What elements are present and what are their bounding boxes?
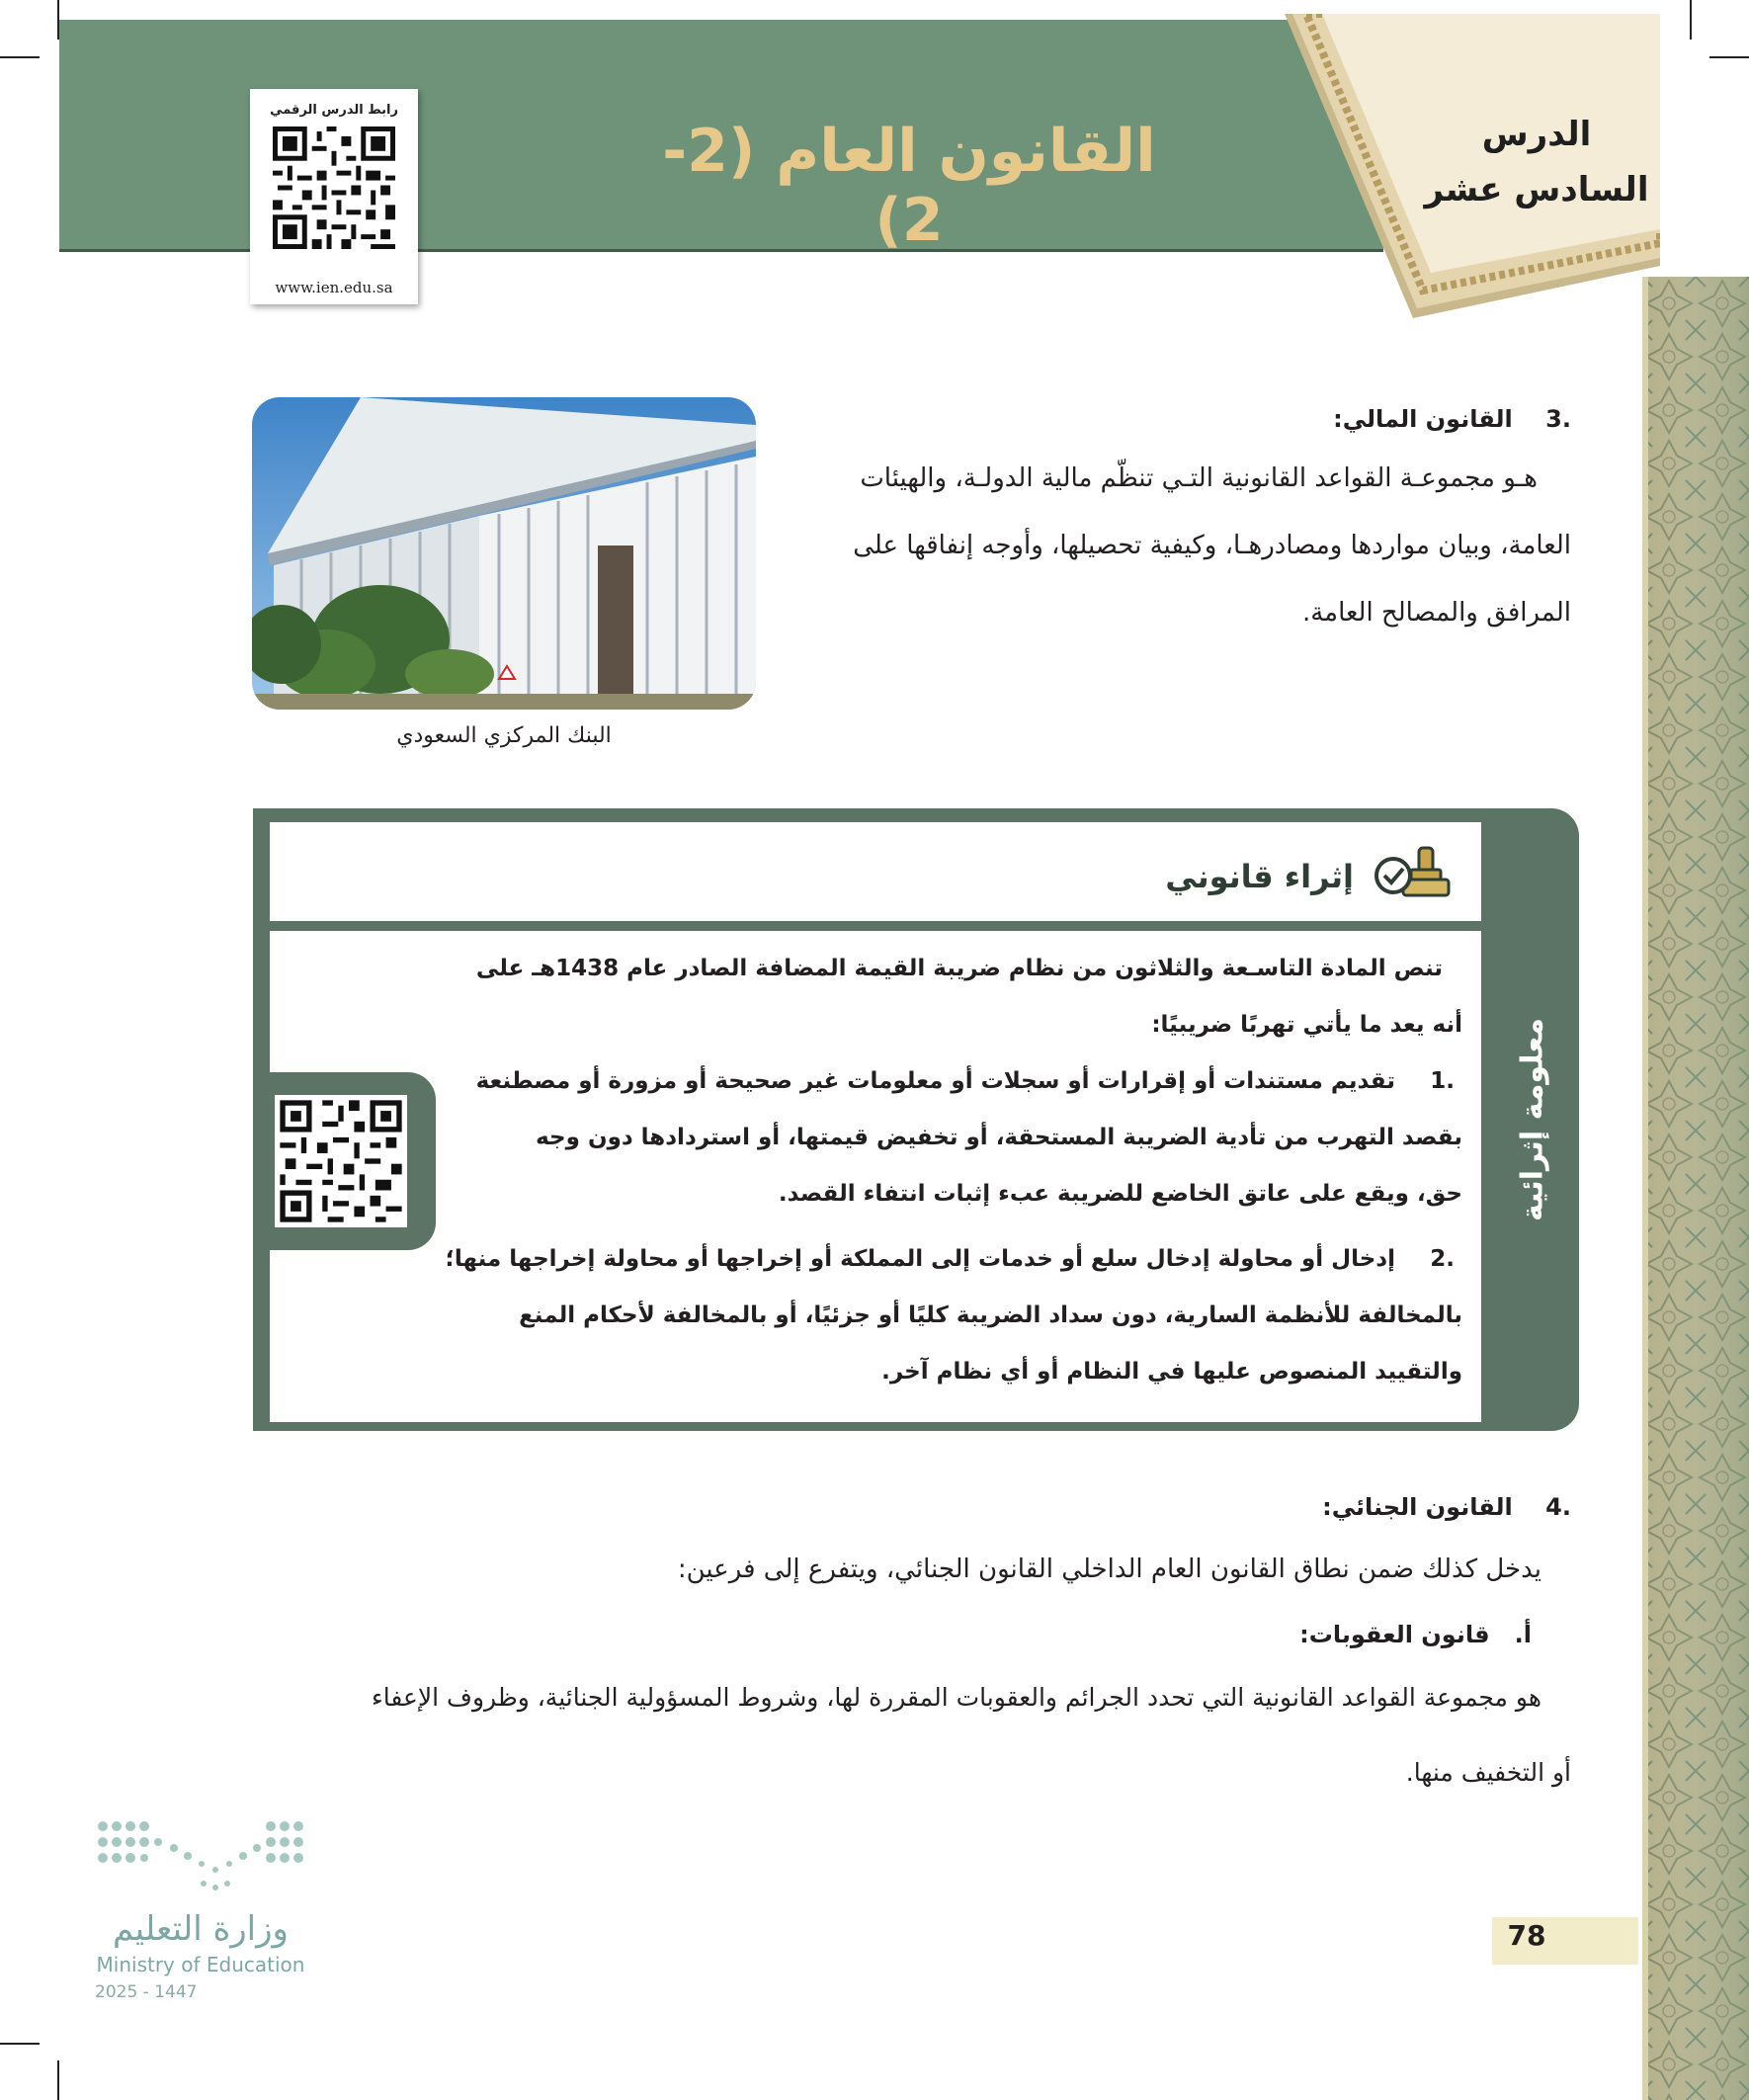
section4-number: .4	[1545, 1493, 1571, 1521]
lesson-card-text	[1403, 107, 1670, 217]
section4-sub-line: أو التخفيف منها.	[1405, 1758, 1571, 1787]
section4-sub-letter: أ.	[1514, 1621, 1532, 1648]
section4-sub-paragraph	[247, 1660, 1571, 1810]
enrichment-intro-line: تنص المادة التاسـعة والثلاثون من نظام ضريبة القيمة المضافة الصادر عام 1438هـ على	[475, 956, 1443, 981]
section3-heading-row	[1087, 405, 1571, 433]
photo-caption: البنك المركزي السعودي	[396, 723, 612, 748]
qr-code-icon[interactable]	[273, 126, 395, 253]
enrichment-item	[296, 1053, 1462, 1222]
page-number: 78	[1507, 1919, 1546, 1952]
section3-number: .3	[1545, 405, 1571, 433]
ornament-strip	[1642, 277, 1749, 2100]
section3-paragraph	[781, 445, 1571, 646]
lesson-number: السادس عشر	[1424, 170, 1649, 210]
central-bank-photo	[252, 397, 756, 710]
crop-mark	[1709, 56, 1749, 58]
enrichment-item-line: والتقييد المنصوص عليها في النظام أو أي نظام آخر.	[881, 1359, 1462, 1385]
lesson-label: الدرس	[1481, 115, 1592, 154]
enrichment-intro	[296, 941, 1462, 1053]
enrichment-item-line: بقصد التهرب من تأدية الضريبة المستحقة، أو تخفيض قيمتها، أو استردادها دون وجه	[536, 1125, 1462, 1150]
ministry-name-en: Ministry of Education	[96, 1953, 305, 1976]
enrichment-intro-line: أنه يعد ما يأتي تهربًا ضريبيًا:	[1151, 1012, 1462, 1038]
enrichment-item-line: إدخال أو محاولة إدخال سلع أو خدمات إلى المملكة أو إخراجها أو محاولة إخراجها منها؛	[445, 1246, 1395, 1272]
enrichment-item-line: حق، ويقع على عاتق الخاضع للضريبة عبء إثبات انتفاء القصد.	[778, 1181, 1462, 1207]
enrichment-side-label-wrap	[1487, 808, 1579, 1431]
enrichment-qr-code-icon[interactable]	[275, 1095, 407, 1231]
section4-sub-heading: قانون العقوبات:	[1299, 1621, 1490, 1648]
section4-heading-row	[1087, 1493, 1571, 1521]
enrichment-item-number: .1	[1430, 1068, 1455, 1094]
section3-line: المرافق والمصالح العامة.	[1301, 598, 1571, 628]
qr-card-title: رابط الدرس الرقمي	[270, 103, 398, 118]
ministry-year: 2025 - 1447	[95, 1982, 198, 2002]
enrichment-side-label: معلومة إثرائية	[1515, 1018, 1550, 1221]
qr-card-url[interactable]: www.ien.edu.sa	[275, 279, 393, 296]
crop-mark	[57, 2060, 59, 2100]
crop-mark	[0, 56, 40, 58]
page-title: القانون العام (2-2)	[662, 117, 1156, 255]
enrichment-title: إثراء قانوني	[1165, 858, 1354, 895]
legal-stamp-icon	[1374, 842, 1451, 909]
enrichment-item-line: تقديم مستندات أو إقرارات أو سجلات أو معلومات غير صحيحة أو مزورة أو مصطنعة	[475, 1068, 1395, 1094]
section4-sub-line: هو مجموعة القواعد القانونية التي تحدد الجرائم والعقوبات المقررة لها، وشروط المسؤولية الجنائية، وظروف الإعفاء	[371, 1683, 1541, 1712]
section3-heading: القانون المالي:	[1333, 405, 1513, 433]
digital-lesson-qr-card[interactable]	[250, 89, 418, 304]
section3-line: هـو مجموعـة القواعد القانونية التـي تنظّم مالية الدولـة، والهيئات	[860, 463, 1538, 493]
section4-sub-heading-row	[1087, 1621, 1532, 1648]
enrichment-item	[296, 1231, 1462, 1400]
crop-mark	[1690, 0, 1692, 40]
enrichment-item-line: بالمخالفة للأنظمة السارية، دون سداد الضريبة كليًا أو جزئيًا، أو بالمخالفة لأحكام المنع	[519, 1302, 1462, 1328]
enrichment-item-number: .2	[1430, 1246, 1455, 1272]
ministry-name-ar: وزارة التعليم	[113, 1909, 289, 1949]
section4-heading: القانون الجنائي:	[1322, 1493, 1513, 1521]
section4-paragraph: يدخل كذلك ضمن نطاق القانون العام الداخلي القانون الجنائي، ويتفرع إلى فرعين:	[677, 1554, 1541, 1584]
crop-mark	[0, 2043, 40, 2045]
section3-line: العامة، وبيان مواردها ومصادرهـا، وكيفية تحصيلها، وأوجه إنفاقها على	[853, 531, 1571, 560]
